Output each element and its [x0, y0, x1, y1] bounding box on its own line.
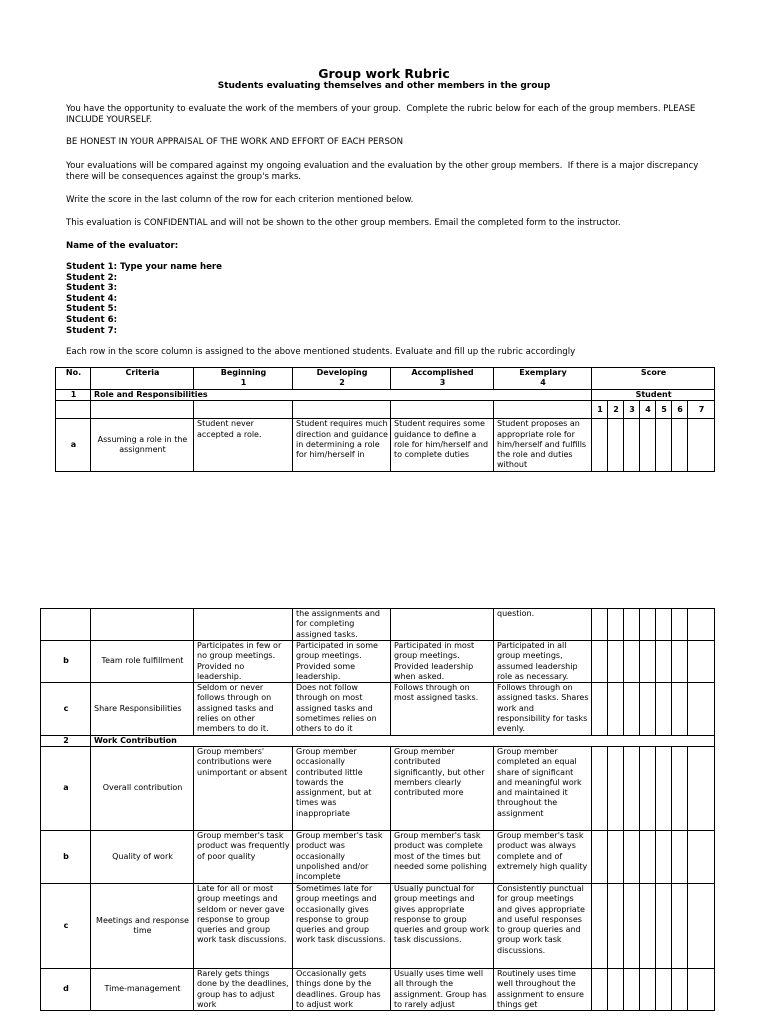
empty-cell	[391, 401, 494, 419]
score-cell[interactable]	[672, 968, 688, 1010]
beginning-cell	[194, 968, 293, 1010]
rubric-row-1a	[56, 419, 715, 472]
score-cell[interactable]	[688, 830, 715, 883]
page-subtitle: Students evaluating themselves and other members in the group	[217, 81, 551, 91]
score-cell[interactable]	[624, 830, 640, 883]
header-developing	[293, 368, 391, 390]
row-label: b	[41, 830, 91, 883]
score-cell[interactable]	[624, 746, 640, 830]
score-cell[interactable]	[688, 609, 715, 641]
score-cell[interactable]	[640, 641, 656, 683]
student-5-field[interactable]: Student 5:	[66, 304, 118, 315]
developing-text: Student requires much direction and guidance in determining a role for him/herself in	[296, 419, 388, 460]
evaluator-label: Name of the evaluator:	[66, 241, 179, 251]
accomplished-score: 3	[439, 378, 446, 388]
score-cell[interactable]	[592, 830, 608, 883]
empty-cell	[41, 609, 91, 641]
section-2-no: 2	[41, 735, 91, 746]
rubric-row-2c	[41, 883, 715, 968]
row-label: a	[56, 419, 91, 472]
student-number-row	[56, 401, 715, 419]
score-cell[interactable]	[592, 683, 608, 735]
intro-paragraph: You have the opportunity to evaluate the work of the members of your group. Complete the rubric below for each of the group members. PLEASE INCLUDE YOURSELF.	[66, 104, 699, 125]
section-1-no: 1	[56, 390, 91, 401]
empty-cell	[194, 401, 293, 419]
score-cell[interactable]	[624, 968, 640, 1010]
developing-cell	[293, 968, 391, 1010]
beginning-score: 1	[240, 378, 247, 388]
score-cell[interactable]	[672, 883, 688, 968]
score-cell[interactable]	[640, 746, 656, 830]
score-cell[interactable]	[640, 609, 656, 641]
section-1-row	[56, 390, 715, 401]
accomplished-cell: Participated in most group meetings. Provided leadership when asked.	[391, 641, 494, 683]
header-no: No.	[56, 368, 91, 390]
score-cell[interactable]	[608, 419, 624, 472]
section-1-title: Role and Responsibilities	[91, 390, 592, 401]
criteria-cell: Share Responsibilities	[91, 683, 194, 735]
rubric-table-part1	[55, 367, 715, 472]
score-instruction: Write the score in the last column of the row for each criterion mentioned below.	[66, 195, 414, 205]
score-cell[interactable]	[640, 968, 656, 1010]
beginning-text: Student never accepted a role.	[197, 419, 262, 439]
student-number: 6	[672, 401, 688, 419]
section-2-row	[41, 735, 715, 746]
student-number: 2	[608, 401, 624, 419]
developing-label: Developing	[316, 368, 368, 377]
score-cell[interactable]	[592, 968, 608, 1010]
score-cell[interactable]	[656, 830, 672, 883]
student-number: 5	[656, 401, 672, 419]
beginning-cell	[194, 419, 293, 472]
score-cell[interactable]	[672, 830, 688, 883]
score-cell[interactable]	[592, 609, 608, 641]
exemplary-cell: Participated in all group meetings, assumed leadership role as necessary.	[494, 641, 592, 683]
empty-cell	[194, 609, 293, 641]
criteria-cell: Team role fulfillment	[91, 641, 194, 683]
criteria-cell: Meetings and response time	[91, 883, 194, 968]
student-2-field[interactable]: Student 2:	[66, 272, 118, 283]
developing-cell	[293, 419, 391, 472]
score-cell[interactable]	[656, 683, 672, 735]
score-cell[interactable]	[688, 683, 715, 735]
empty-cell	[391, 609, 494, 641]
score-cell[interactable]	[640, 830, 656, 883]
exemplary-score: 4	[540, 378, 546, 388]
honesty-notice: BE HONEST IN YOUR APPRAISAL OF THE WORK AND EFFORT OF EACH PERSON	[66, 137, 404, 147]
accomplished-cell: Follows through on most assigned tasks.	[391, 683, 494, 735]
accomplished-label: Accomplished	[411, 368, 474, 377]
header-row	[56, 368, 715, 390]
section-2-title: Work Contribution	[91, 735, 715, 746]
accomplished-text: Usually uses time well all through the assignment. Group has to rarely adjust	[394, 968, 487, 1009]
score-cell[interactable]	[608, 830, 624, 883]
header-beginning	[194, 368, 293, 390]
header-exemplary	[494, 368, 592, 390]
score-cell[interactable]	[592, 883, 608, 968]
exemplary-text: Routinely uses time well throughout the assignment to ensure things get	[497, 968, 584, 1009]
score-cell[interactable]	[656, 641, 672, 683]
score-cell[interactable]	[624, 419, 640, 472]
exemplary-cell: Group member's task product was always complete and of extremely high quality	[494, 830, 592, 883]
developing-cell: Participated in some group meetings. Provided some leadership.	[293, 641, 391, 683]
rubric-row-2d	[41, 968, 715, 1010]
rubric-row-2b	[41, 830, 715, 883]
header-score: Score	[592, 368, 715, 390]
exemplary-cell	[494, 968, 592, 1010]
score-cell[interactable]	[688, 883, 715, 968]
student-number: 1	[592, 401, 608, 419]
score-cell[interactable]	[688, 419, 715, 472]
score-cell[interactable]	[592, 419, 608, 472]
header-criteria: Criteria	[91, 368, 194, 390]
student-3-field[interactable]: Student 3:	[66, 283, 118, 294]
exemplary-cell: Group member completed an equal share of significant and meaningful work and maintained it throughout the assignment	[494, 746, 592, 830]
developing-score: 2	[339, 378, 345, 388]
beginning-cell: Late for all or most group meetings and seldom or never gave response to group queries and group work task discussions.	[194, 883, 293, 968]
score-cell[interactable]	[608, 968, 624, 1010]
student-7-field[interactable]: Student 7:	[66, 325, 118, 336]
criteria-cell: Assuming a role in the assignment	[91, 419, 194, 472]
score-cell[interactable]	[608, 746, 624, 830]
score-cell[interactable]	[688, 641, 715, 683]
score-cell[interactable]	[672, 609, 688, 641]
score-cell[interactable]	[656, 609, 672, 641]
score-cell[interactable]	[672, 641, 688, 683]
score-cell[interactable]	[672, 419, 688, 472]
score-cell[interactable]	[656, 968, 672, 1010]
student-6-field[interactable]: Student 6:	[66, 314, 118, 325]
developing-text: Occasionally gets things done by the deadlines. Group has to adjust work	[296, 968, 381, 1009]
beginning-cell: Group members' contributions were unimportant or absent	[194, 746, 293, 830]
exemplary-cell: Follows through on assigned tasks. Shares work and responsibility for tasks evenly.	[494, 683, 592, 735]
evaluation-warning: Your evaluations will be compared against my ongoing evaluation and the evaluation by the other group members. If there is a major discrepancy there will be consequences against the group's marks.	[66, 161, 702, 182]
exemplary-text: Student proposes an appropriate role for him/herself and fulfills the role and duties without	[497, 419, 587, 470]
score-cell[interactable]	[688, 968, 715, 1010]
row-label: d	[41, 968, 91, 1010]
score-cell[interactable]	[608, 883, 624, 968]
beginning-text: Rarely gets things done by the deadlines, group has to adjust work	[197, 968, 289, 1009]
rubric-row-2a	[41, 746, 715, 830]
student-number: 7	[688, 401, 715, 419]
accomplished-cell	[391, 968, 494, 1010]
developing-cell: Group member's task product was occasionally unpolished and/or incomplete	[293, 830, 391, 883]
empty-cell	[91, 609, 194, 641]
score-cell[interactable]	[640, 683, 656, 735]
rubric-table-part2	[40, 608, 715, 1011]
exemplary-label: Exemplary	[519, 368, 567, 377]
rubric-row-1a-continued	[41, 609, 715, 641]
beginning-cell: Participates in few or no group meetings. Provided no leadership.	[194, 641, 293, 683]
score-cell[interactable]	[624, 609, 640, 641]
score-cell[interactable]	[672, 683, 688, 735]
confidential-notice: This evaluation is CONFIDENTIAL and will not be shown to the other group members. Email the completed form to the instructor.	[66, 218, 621, 228]
criteria-cell: Time-management	[91, 968, 194, 1010]
student-4-field[interactable]: Student 4:	[66, 293, 118, 304]
student-list	[66, 262, 222, 336]
developing-cell: Sometimes late for group meetings and occasionally gives response to group queries and group work task discussions.	[293, 883, 391, 968]
developing-cell: Group member occasionally contributed little towards the assignment, but at times was inappropriate	[293, 746, 391, 830]
row-label: b	[41, 641, 91, 683]
score-cell[interactable]	[640, 419, 656, 472]
student-number: 4	[640, 401, 656, 419]
score-cell[interactable]	[608, 683, 624, 735]
accomplished-cell: Group member's task product was complete most of the times but needed some polishing	[391, 830, 494, 883]
exemplary-cell: Consistently punctual for group meetings and gives appropriate and useful responses to group queries and group work task discussions.	[494, 883, 592, 968]
exemplary-cell	[494, 419, 592, 472]
score-cell[interactable]	[624, 641, 640, 683]
empty-cell	[293, 401, 391, 419]
criteria-cell: Overall contribution	[91, 746, 194, 830]
developing-cell: Does not follow through on most assigned tasks and sometimes relies on others to do it	[293, 683, 391, 735]
row-label: c	[41, 883, 91, 968]
developing-cell: the assignments and for completing assigned tasks.	[293, 609, 391, 641]
page-title: Group work Rubric	[318, 66, 450, 81]
score-cell[interactable]	[656, 746, 672, 830]
rubric-row-1c	[41, 683, 715, 735]
beginning-cell: Seldom or never follows through on assigned tasks and relies on other members to do it.	[194, 683, 293, 735]
beginning-label: Beginning	[220, 368, 267, 377]
score-cell[interactable]	[688, 746, 715, 830]
table-note: Each row in the score column is assigned to the above mentioned students. Evaluate and fill up the rubric accordingly	[66, 347, 576, 357]
score-cell[interactable]	[640, 883, 656, 968]
exemplary-cell: question.	[494, 609, 592, 641]
accomplished-text: Student requires some guidance to define a role for him/herself and to complete duties	[394, 419, 489, 460]
header-accomplished	[391, 368, 494, 390]
row-label: a	[41, 746, 91, 830]
accomplished-cell	[391, 419, 494, 472]
score-cell[interactable]	[592, 641, 608, 683]
score-cell[interactable]	[608, 609, 624, 641]
accomplished-cell: Group member contributed significantly, but other members clearly contributed more	[391, 746, 494, 830]
beginning-cell: Group member's task product was frequently of poor quality	[194, 830, 293, 883]
score-cell[interactable]	[656, 883, 672, 968]
rubric-row-1b	[41, 641, 715, 683]
score-cell[interactable]	[672, 746, 688, 830]
row-label: c	[41, 683, 91, 735]
score-cell[interactable]	[608, 641, 624, 683]
score-cell[interactable]	[592, 746, 608, 830]
score-cell[interactable]	[624, 683, 640, 735]
student-header: Student	[592, 390, 715, 401]
student-number: 3	[624, 401, 640, 419]
empty-cell	[494, 401, 592, 419]
student-1-field[interactable]: Student 1: Type your name here	[66, 262, 222, 272]
score-cell[interactable]	[656, 419, 672, 472]
accomplished-cell: Usually punctual for group meetings and gives appropriate response to group queries and group work task discussions.	[391, 883, 494, 968]
criteria-cell: Quality of work	[91, 830, 194, 883]
empty-cell	[91, 401, 194, 419]
empty-cell	[56, 401, 91, 419]
score-cell[interactable]	[624, 883, 640, 968]
